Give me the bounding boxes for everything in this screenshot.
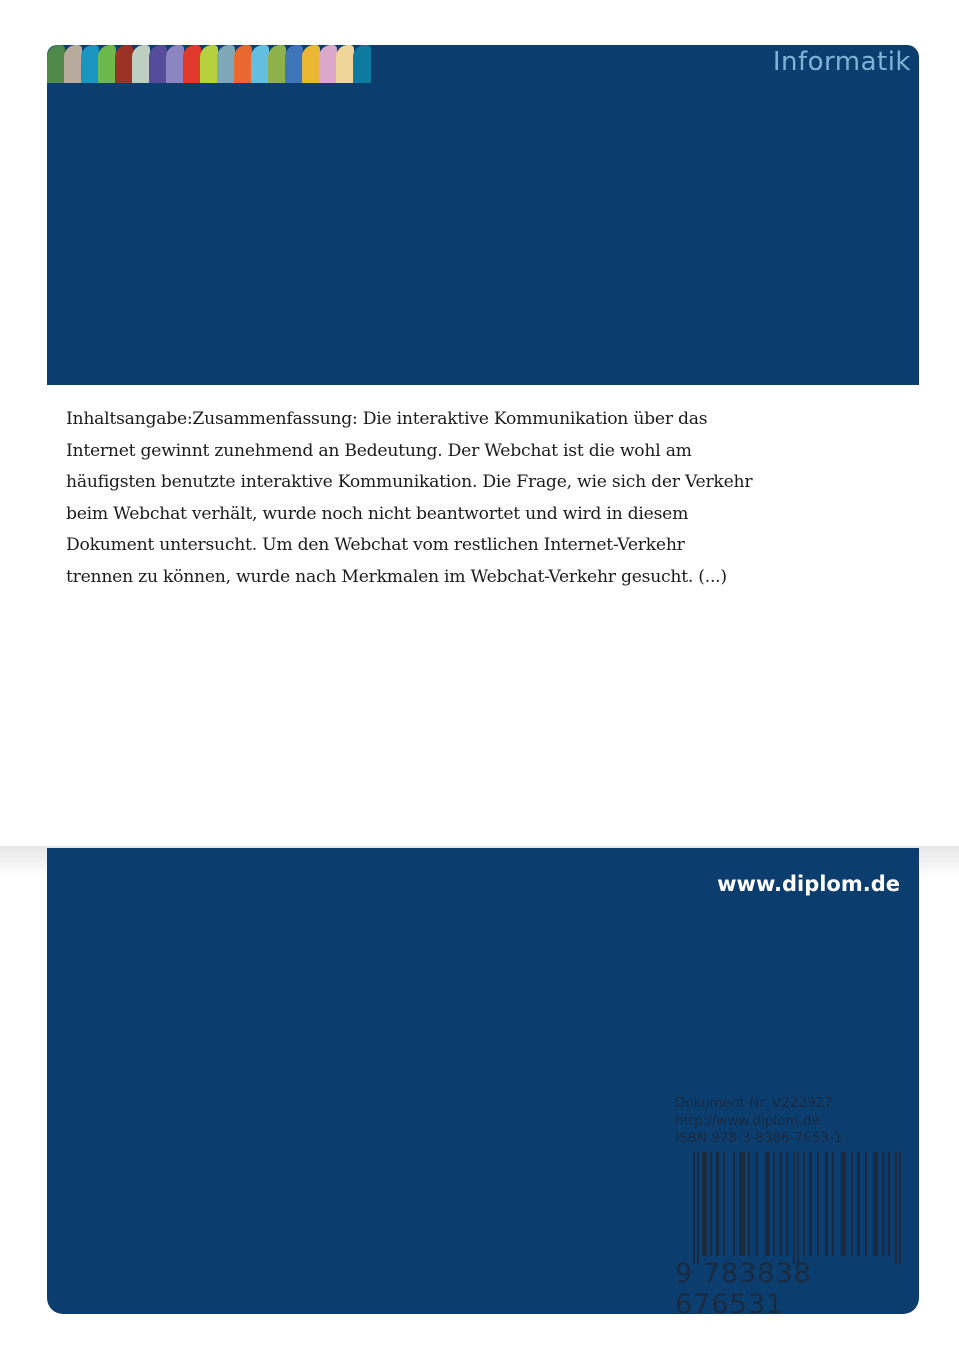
isbn: ISBN 978-3-8386-7653-1 <box>675 1130 843 1146</box>
abstract-line: beim Webchat verhält, wurde noch nicht beantwortet und wird in diesem <box>66 503 689 524</box>
color-tab <box>268 45 286 83</box>
cover-bottom-panel <box>47 848 919 1320</box>
abstract-line: Inhaltsangabe:Zusammenfassung: Die interaktive Kommunikation über das <box>66 409 708 429</box>
barcode-icon <box>693 1152 903 1264</box>
color-tab <box>302 45 320 83</box>
color-tab <box>64 45 82 83</box>
publisher-url: http://www.diplom.de <box>675 1112 820 1129</box>
color-tab <box>234 45 252 83</box>
color-tab <box>47 45 65 83</box>
abstract-line: häufigsten benutzte interaktive Kommunikation. Die Frage, wie sich der Verkehr <box>66 472 753 493</box>
abstract-line: Internet gewinnt zunehmend an Bedeutung. Der Webchat ist die wohl am <box>66 440 692 461</box>
color-tab <box>251 45 269 83</box>
publication-meta <box>675 1095 842 1148</box>
abstract-line: Dokument untersucht. Um den Webchat vom restlichen Internet-Verkehr <box>66 535 685 556</box>
color-tab <box>200 45 218 83</box>
cover-top-panel <box>47 45 919 385</box>
category-label: Informatik <box>772 47 911 77</box>
color-tab <box>98 45 116 83</box>
abstract-text <box>66 404 826 594</box>
color-tab <box>217 45 235 83</box>
color-tab <box>183 45 201 83</box>
color-tab <box>285 45 303 83</box>
color-tab <box>81 45 99 83</box>
color-tab <box>319 45 337 83</box>
document-number: Dokument Nr. V222927 <box>675 1095 833 1111</box>
barcode-digits: 9 783838 676531 <box>675 1258 812 1320</box>
color-tab <box>353 45 371 83</box>
color-tab <box>166 45 184 83</box>
color-tabs-decoration <box>47 45 370 83</box>
publisher-website: www.diplom.de <box>717 872 900 896</box>
abstract-line: trennen zu können, wurde nach Merkmalen im Webchat-Verkehr gesucht. (...) <box>66 566 727 587</box>
color-tab <box>132 45 150 83</box>
color-tab <box>336 45 354 83</box>
color-tab <box>115 45 133 83</box>
color-tab <box>149 45 167 83</box>
